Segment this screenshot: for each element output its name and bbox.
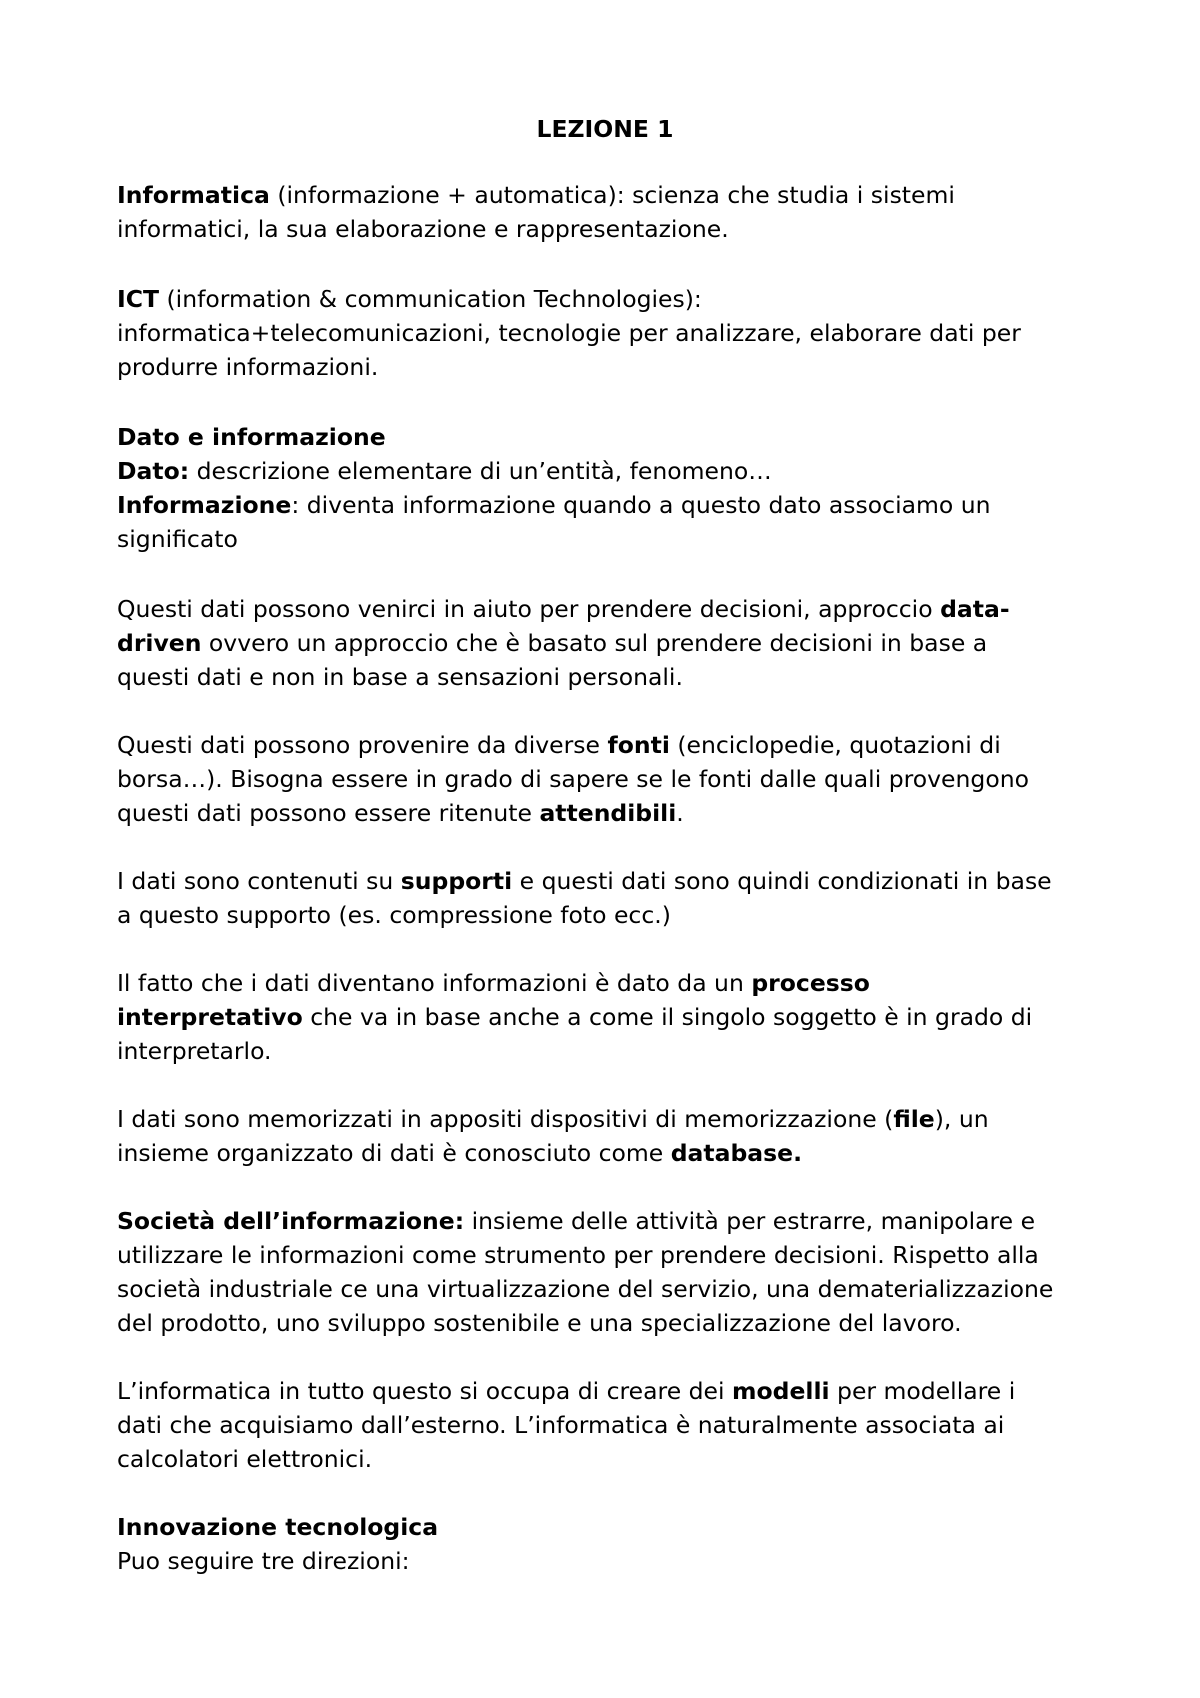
text: questi dati possono essere ritenute [117, 799, 540, 827]
term-data-driven: data- [940, 595, 1010, 623]
text: produrre informazioni. [117, 353, 379, 381]
paragraph-processo-interpretativo [117, 966, 1097, 1068]
section-heading: Dato e informazione [117, 423, 386, 451]
term-file: file [893, 1105, 935, 1133]
paragraph-innovazione [117, 1510, 1097, 1578]
term-informazione: Informazione [117, 491, 292, 519]
term-interpretativo: interpretativo [117, 1003, 303, 1031]
text: società industriale ce una virtualizzazione del servizio, una dematerializzazione [117, 1275, 1054, 1303]
text: (information & communication Technologies): [159, 285, 702, 313]
text: Questi dati possono venirci in aiuto per prendere decisioni, approccio [117, 595, 941, 623]
term-data-driven: driven [117, 629, 202, 657]
text: ovvero un approccio che è basato sul prendere decisioni in base a [201, 629, 988, 657]
text: significato [117, 525, 238, 553]
text: calcolatori elettronici. [117, 1445, 373, 1473]
text: informatica+telecomunicazioni, tecnologie per analizzare, elaborare dati per [117, 319, 1021, 347]
text: interpretarlo. [117, 1037, 272, 1065]
text: (enciclopedie, quotazioni di [669, 731, 1001, 759]
section-heading: Innovazione tecnologica [117, 1513, 439, 1541]
paragraph-file-database [117, 1102, 1097, 1170]
text: . [676, 799, 684, 827]
term-ict: ICT [117, 285, 160, 313]
paragraph-supporti [117, 864, 1097, 932]
term-dato: Dato: [117, 457, 190, 485]
term-informatica: Informatica [117, 181, 270, 209]
text: dati che acquisiamo dall’esterno. L’informatica è naturalmente associata ai [117, 1411, 1005, 1439]
text: borsa…). Bisogna essere in grado di sapere se le fonti dalle quali provengono [117, 765, 1029, 793]
term-fonti: fonti [607, 731, 670, 759]
term-supporti: supporti [400, 867, 513, 895]
text: I dati sono memorizzati in appositi dispositivi di memorizzazione ( [117, 1105, 894, 1133]
paragraph-fonti [117, 728, 1097, 830]
term-database: database. [670, 1139, 802, 1167]
paragraph-societa-informazione [117, 1204, 1097, 1340]
text: : diventa informazione quando a questo dato associamo un [291, 491, 991, 519]
term-attendibili: attendibili [539, 799, 677, 827]
text: (informazione + automatica): scienza che studia i sistemi [269, 181, 955, 209]
text: per modellare i [829, 1377, 1016, 1405]
text: ), un [934, 1105, 989, 1133]
term-processo: processo [751, 969, 870, 997]
paragraph-dato-informazione [117, 420, 1097, 556]
paragraph-informatica [117, 178, 1097, 246]
text: del prodotto, uno sviluppo sostenibile e una specializzazione del lavoro. [117, 1309, 962, 1337]
text: I dati sono contenuti su [117, 867, 401, 895]
term-modelli: modelli [732, 1377, 830, 1405]
document-title: LEZIONE 1 [536, 115, 674, 143]
paragraph-ict [117, 282, 1097, 384]
text: utilizzare le informazioni come strumento per prendere decisioni. Rispetto alla [117, 1241, 1039, 1269]
text: Questi dati possono provenire da diverse [117, 731, 608, 759]
text: descrizione elementare di un’entità, fenomeno… [189, 457, 772, 485]
text: Puo seguire tre direzioni: [117, 1547, 410, 1575]
paragraph-data-driven [117, 592, 1097, 694]
text: Il fatto che i dati diventano informazioni è dato da un [117, 969, 752, 997]
text: e questi dati sono quindi condizionati in base [512, 867, 1052, 895]
text: a questo supporto (es. compressione foto ecc.) [117, 901, 671, 929]
text: L’informatica in tutto questo si occupa di creare dei [117, 1377, 732, 1405]
text: questi dati e non in base a sensazioni personali. [117, 663, 683, 691]
text: che va in base anche a come il singolo soggetto è in grado di [302, 1003, 1033, 1031]
text: insieme delle attività per estrarre, manipolare e [464, 1207, 1036, 1235]
paragraph-modelli [117, 1374, 1097, 1476]
text: informatici, la sua elaborazione e rappresentazione. [117, 215, 729, 243]
term-societa-informazione: Società dell’informazione: [117, 1207, 465, 1235]
text: insieme organizzato di dati è conosciuto come [117, 1139, 671, 1167]
